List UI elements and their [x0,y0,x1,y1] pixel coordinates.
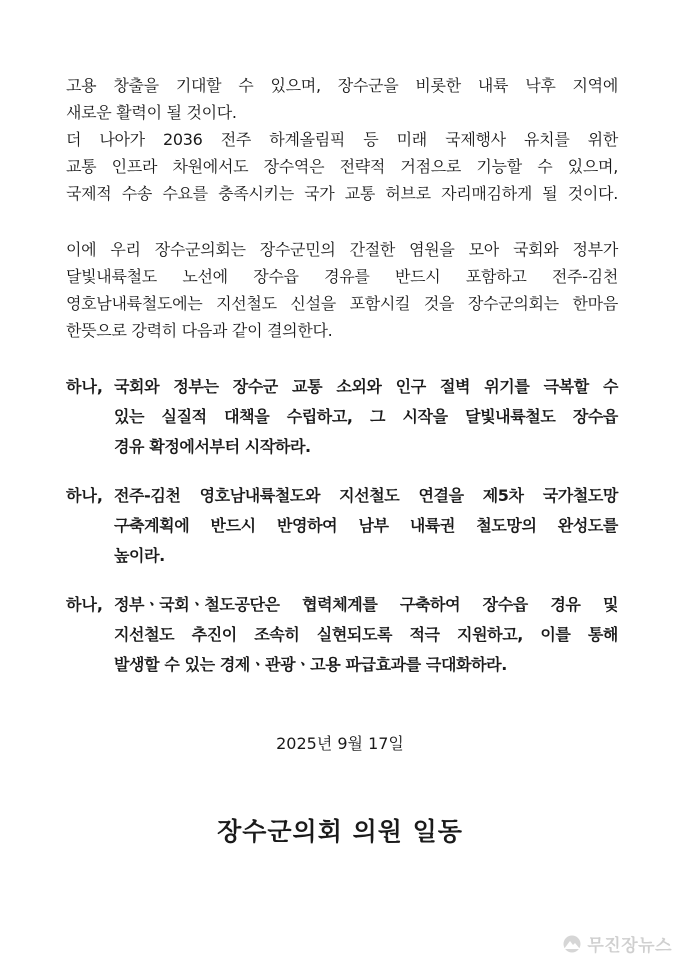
resolution-marker: 하나, [66,486,103,505]
resolution-text [114,481,618,571]
text-line: 높이라. [114,546,165,565]
text-line: 달빛내륙철도 노선에 장수읍 경유를 반드시 포함하고 전주-김천 [66,267,618,286]
text-line: 영호남내륙철도에는 지선철도 신설을 포함시킬 것을 장수군의회는 한마음 [66,294,618,313]
text-line: 구축계획에 반드시 반영하여 남부 내륙권 철도망의 완성도를 [114,516,618,535]
document-date: 2025년 9월 17일 [276,734,404,753]
text-line: 경유 확정에서부터 시작하라. [114,437,311,456]
text-line: 발생할 수 있는 경제ㆍ관광ㆍ고용 파급효과를 극대화하라. [114,655,507,674]
declaration-paragraph [66,236,618,344]
resolution-marker: 하나, [66,377,103,396]
text-line: 고용 창출을 기대할 수 있으며, 장수군을 비롯한 내륙 낙후 지역에 [66,76,618,95]
text-line: 전주-김천 영호남내륙철도와 지선철도 연결을 제5차 국가철도망 [114,486,618,505]
text-line: 정부ㆍ국회ㆍ철도공단은 협력체계를 구축하여 장수읍 경유 및 [114,595,618,614]
text-line: 있는 실질적 대책을 수립하고, 그 시작을 달빛내륙철도 장수읍 [114,407,618,426]
text-line: 새로운 활력이 될 것이다. [66,103,237,122]
text-line: 지선철도 추진이 조속히 실현되도록 적극 지원하고, 이를 통해 [114,625,618,644]
news-watermark [561,931,672,956]
mountain-logo-icon [561,935,583,953]
resolution-marker: 하나, [66,595,103,614]
text-line: 교통 인프라 차원에서도 장수역은 전략적 거점으로 기능할 수 있으며, [66,157,618,176]
text-line: 더 나아가 2036 전주 하계올림픽 등 미래 국제행사 유치를 위한 [66,130,618,149]
signer-title: 장수군의회 의원 일동 [217,817,463,846]
text-line: 이에 우리 장수군의회는 장수군민의 간절한 염원을 모아 국회와 정부가 [66,240,618,259]
intro-paragraph [66,72,618,207]
text-line: 국제적 수송 수요를 충족시키는 국가 교통 허브로 자리매김하게 될 것이다. [66,184,618,203]
watermark-text: 무진장뉴스 [587,936,672,956]
text-line: 한뜻으로 강력히 다음과 같이 결의한다. [66,321,333,340]
resolution-text [114,372,618,462]
resolution-text [114,590,618,680]
text-line: 국회와 정부는 장수군 교통 소외와 인구 절벽 위기를 극복할 수 [114,377,618,396]
